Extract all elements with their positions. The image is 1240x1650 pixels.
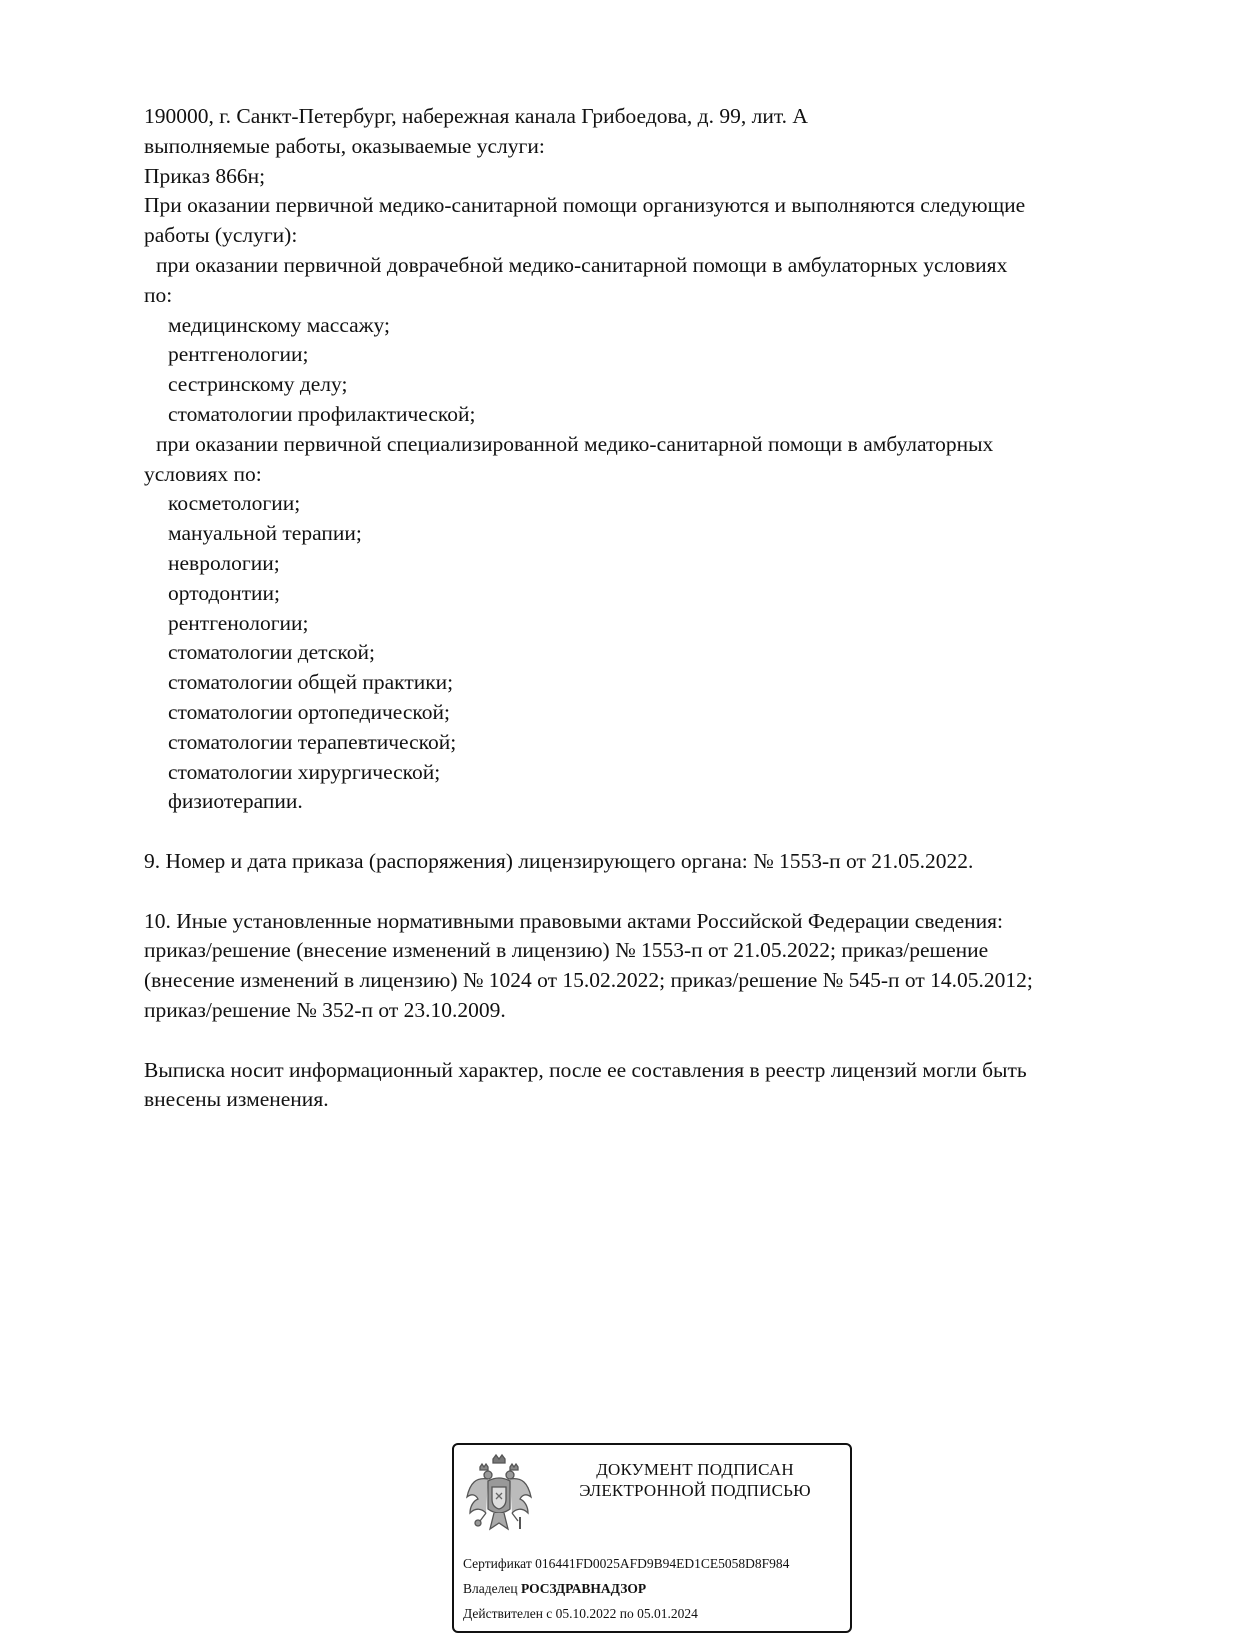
list-item: рентгенологии; [168,610,309,635]
list-item: неврологии; [168,550,280,575]
list-item: стоматологии общей практики; [168,670,454,695]
notice-line: внесены изменения. [144,1087,329,1112]
section-10-line: приказ/решение № 352-п от 23.10.2009. [144,997,506,1022]
specialized-care-heading: при оказании первичной специализированной медико-санитарной помощи в амбулаторных [156,431,994,456]
coat-of-arms-icon [464,1453,534,1539]
order-reference: Приказ 866н; [144,163,266,188]
certificate-row [463,1551,789,1576]
list-item: стоматологии ортопедической; [168,699,451,724]
signature-heading-line: ЭЛЕКТРОННОЙ ПОДПИСЬЮ [579,1481,811,1500]
list-item: ортодонтии; [168,580,281,605]
signature-heading [546,1459,844,1501]
list-item: стоматологии профилактической; [168,401,476,426]
paragraph-gap [144,1026,1164,1056]
owner-label: Владелец [463,1581,518,1596]
primary-care-intro: При оказании первичной медико-санитарной помощи организуются и выполняются следующие [144,193,1026,218]
section-9-order-number: 9. Номер и дата приказа (распоряжения) лицензирующего органа: № 1553-п от 21.05.2022. [144,848,974,873]
signature-heading-line: ДОКУМЕНТ ПОДПИСАН [596,1460,794,1479]
document-body [144,102,1164,1115]
list-item: стоматологии хирургической; [168,759,441,784]
list-item: сестринскому делу; [168,372,348,397]
certificate-label: Сертификат [463,1556,532,1571]
paragraph-gap [144,817,1164,847]
list-item: медицинскому массажу; [168,312,390,337]
list-item: стоматологии терапевтической; [168,729,457,754]
list-item: косметологии; [168,491,301,516]
certificate-value: 016441FD0025AFD9B94ED1CE5058D8F984 [535,1556,790,1571]
valid-to-label: по [619,1606,634,1621]
list-item: мануальной терапии; [168,521,362,546]
paragraph-gap [144,877,1164,907]
prehospital-care-heading-cont: по: [144,282,173,307]
valid-label: Действителен с [463,1606,553,1621]
address-line: 190000, г. Санкт-Петербург, набережная канала Грибоедова, д. 99, лит. А [144,104,808,128]
validity-row [463,1601,789,1626]
list-item: стоматологии детской; [168,640,375,665]
section-10-line: (внесение изменений в лицензию) № 1024 от 15.02.2022; приказ/решение № 545-п от 14.05.2012; [144,968,1033,993]
list-item: физиотерапии. [168,789,303,814]
section-10-line: приказ/решение (внесение изменений в лицензию) № 1553-п от 21.05.2022; приказ/решение [144,938,989,963]
notice-line: Выписка носит информационный характер, после ее составления в реестр лицензий могли быть [144,1057,1027,1082]
signature-details [463,1551,789,1626]
section-10-heading: 10. Иные установленные нормативными правовыми актами Российской Федерации сведения: [144,908,1003,933]
valid-from: 05.10.2022 [555,1606,617,1621]
valid-to: 05.01.2024 [637,1606,698,1621]
prehospital-care-heading: при оказании первичной доврачебной медико-санитарной помощи в амбулаторных условиях [156,252,1008,277]
list-item: рентгенологии; [168,342,309,367]
primary-care-intro-cont: работы (услуги): [144,223,298,248]
works-heading: выполняемые работы, оказываемые услуги: [144,133,545,158]
owner-row [463,1576,789,1601]
electronic-signature-stamp [452,1443,852,1633]
owner-value: РОСЗДРАВНАДЗОР [520,1581,647,1596]
specialized-care-heading-cont: условиях по: [144,461,262,486]
